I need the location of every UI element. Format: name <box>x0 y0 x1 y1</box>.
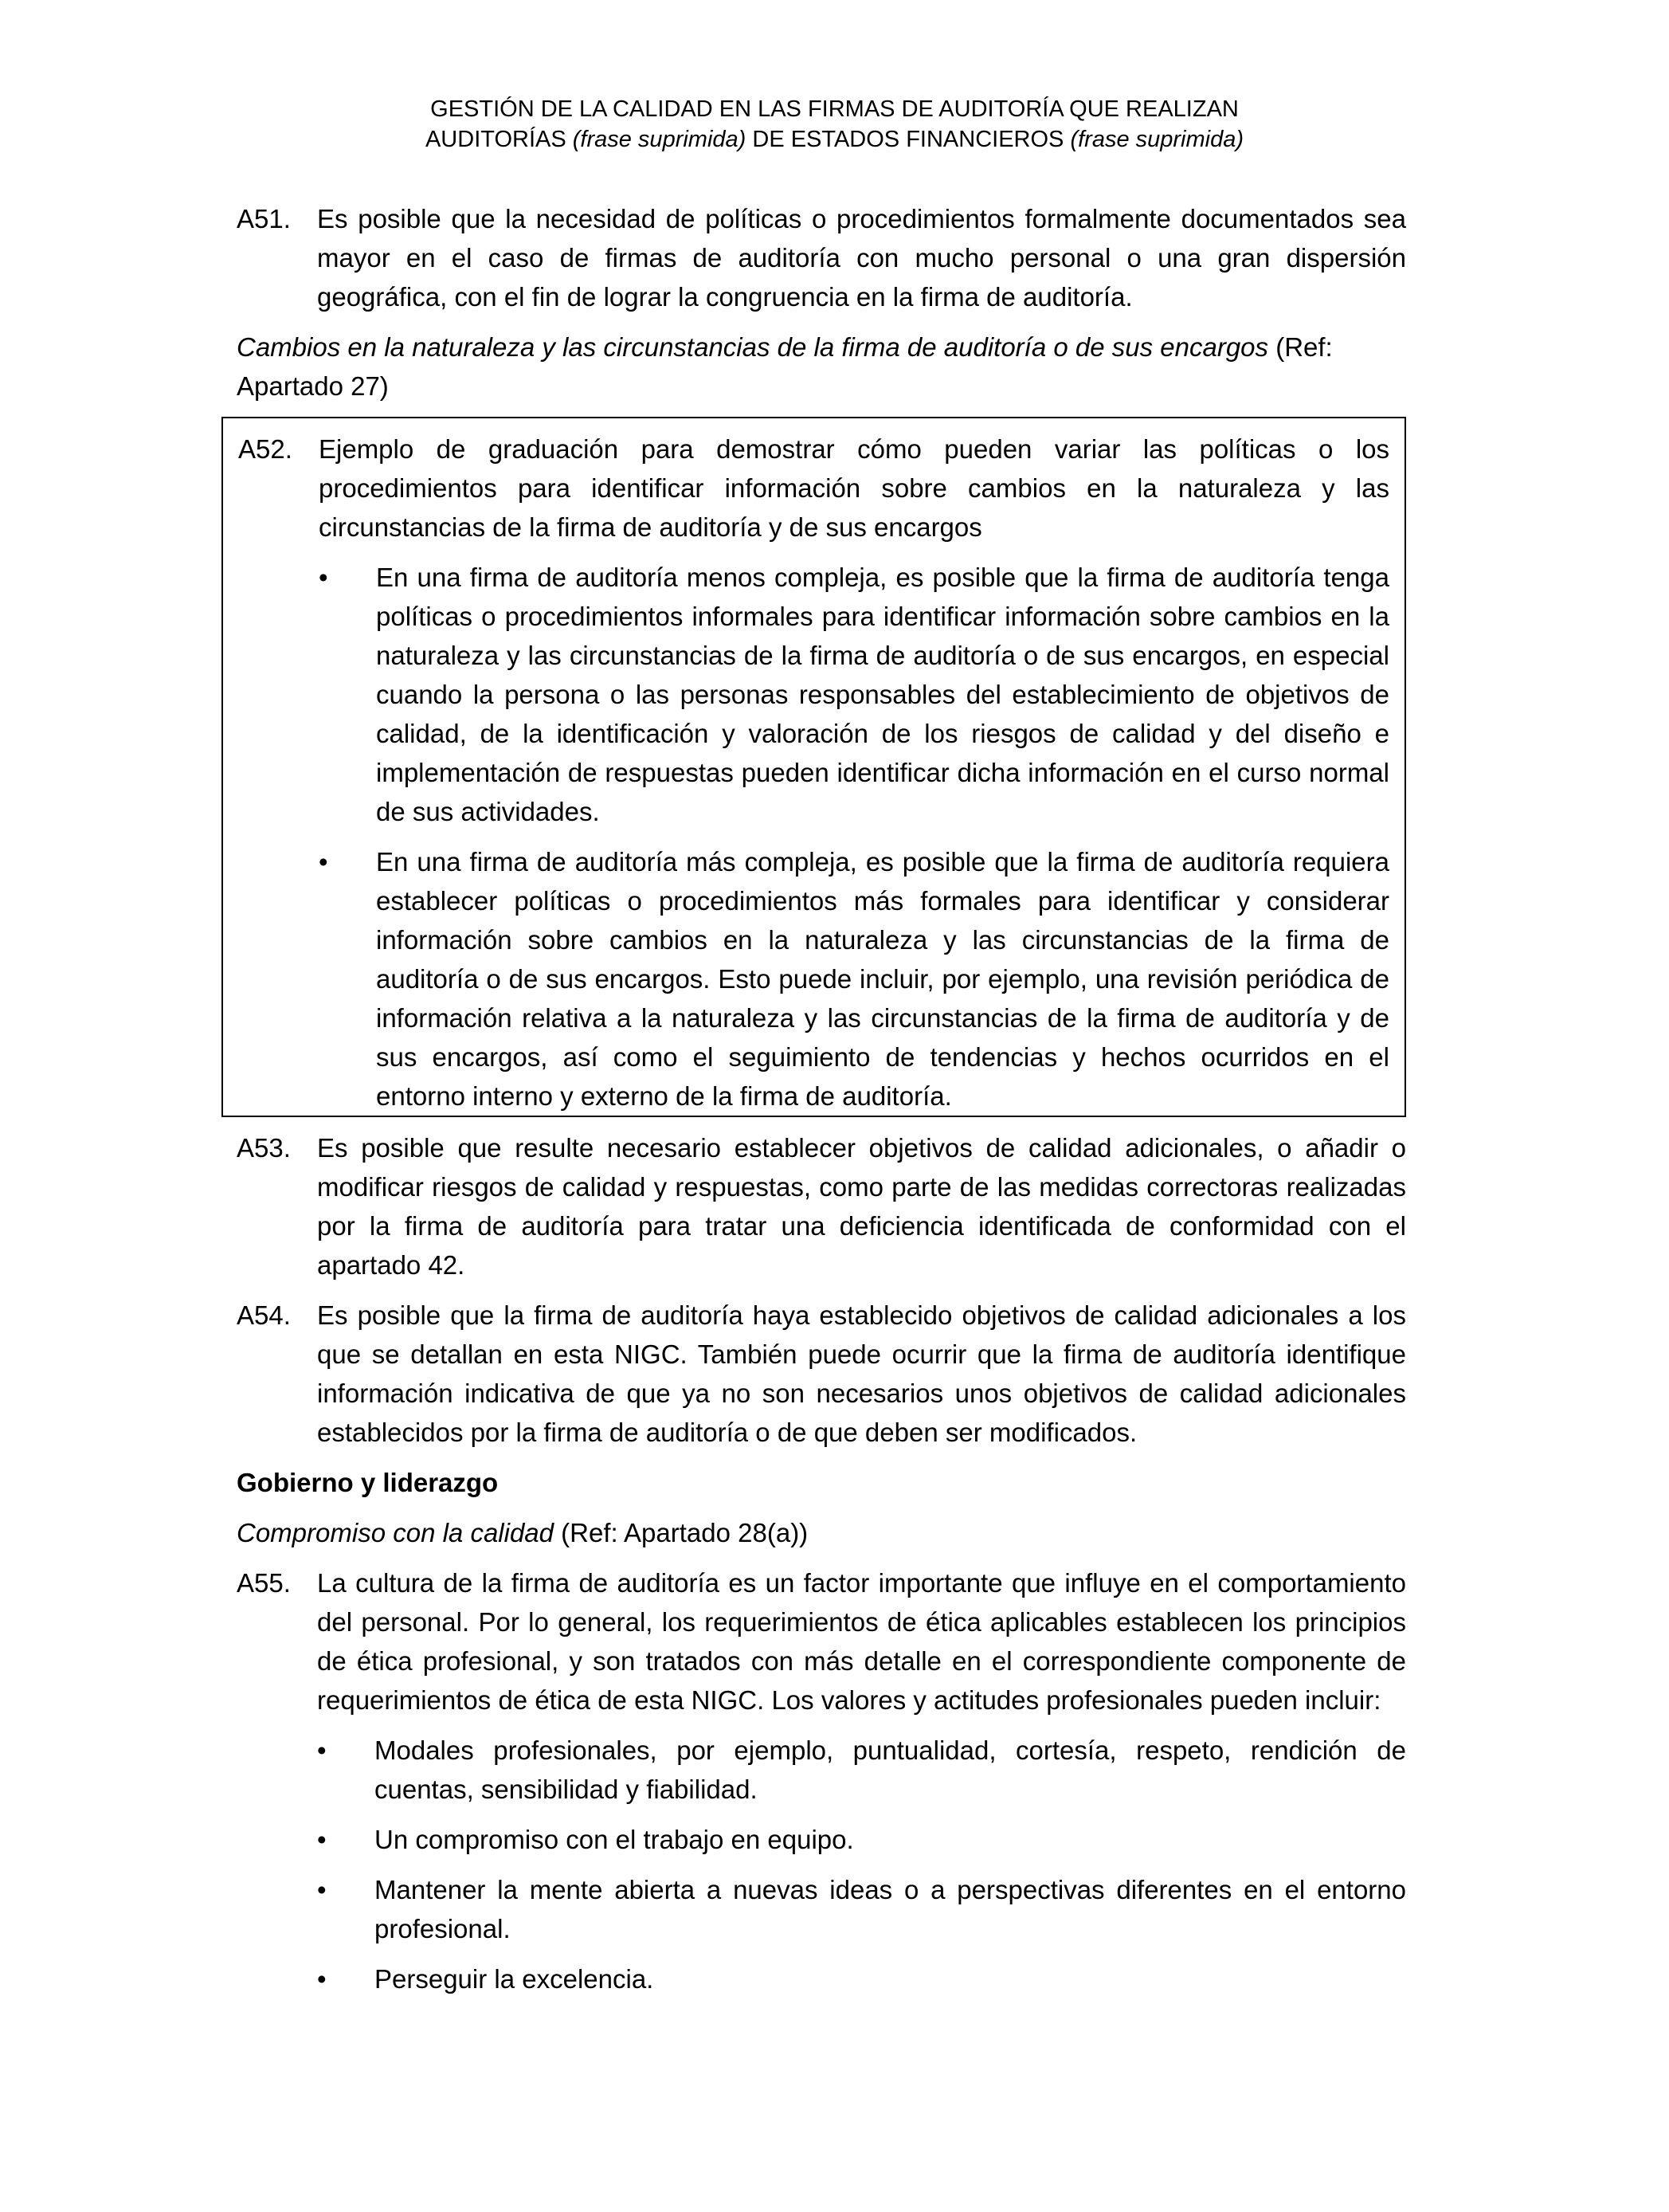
paragraph-text: Es posible que la firma de auditoría haya establecido objetivos de calidad adicionales a los que se detallan en esta NIGC. También puede ocurrir que la firma de auditoría identifique información indicativa de que ya no son necesarios unos objetivos de calidad adicionales establecidos por la firma de auditoría o de que deben ser modificados. <box>317 1300 1406 1447</box>
bullet-icon: • <box>317 1875 327 1904</box>
list-item <box>317 1959 1406 1998</box>
paragraph-text: Es posible que la necesidad de políticas o procedimientos formalmente documentados sea mayor en el caso de firmas de auditoría con mucho personal o una gran dispersión geográfica, con el fin de lograr la congruencia en la firma de auditoría. <box>317 204 1406 312</box>
heading-reference: (Ref: Apartado 28(a)) <box>554 1518 809 1547</box>
list-item-text: Perseguir la excelencia. <box>374 1964 654 1994</box>
document-body <box>237 199 1406 2010</box>
bullet-icon: • <box>317 1825 327 1854</box>
section-heading-cambios <box>237 327 1406 406</box>
header-line-1: GESTIÓN DE LA CALIDAD EN LAS FIRMAS DE AUDITORÍA QUE REALIZAN <box>430 96 1239 122</box>
bullet-icon: • <box>319 563 328 592</box>
bullet-icon: • <box>319 847 328 877</box>
bullet-icon: • <box>317 1964 327 1994</box>
list-item-text: Un compromiso con el trabajo en equipo. <box>374 1825 854 1854</box>
section-heading-gobierno: Gobierno y liderazgo <box>237 1468 499 1497</box>
paragraph-text: Ejemplo de graduación para demostrar cómo pueden variar las políticas o los procedimientos para identificar información sobre cambios en la naturaleza y las circunstancias de la firma de auditoría y de sus encargos <box>319 434 1389 542</box>
list-item <box>317 1820 1406 1859</box>
header-line-2-part-a: AUDITORÍAS <box>425 127 573 152</box>
heading-italic-text: Cambios en la naturaleza y las circunstancias de la firma de auditoría o de sus encargos <box>237 332 1269 362</box>
header-line-2-part-c: DE ESTADOS FINANCIEROS <box>746 127 1071 152</box>
list-item-text: Modales profesionales, por ejemplo, puntualidad, cortesía, respeto, rendición de cuentas, sensibilidad y fiabilidad. <box>374 1735 1406 1804</box>
list-item <box>317 1870 1406 1948</box>
list-item <box>317 1731 1406 1809</box>
list-item-text: En una firma de auditoría más compleja, es posible que la firma de auditoría requiera establecer políticas o procedimientos más formales para identificar y considerar información sobre cambios en la naturaleza y las circunstancias de la firma de auditoría o de sus encargos. Esto puede incluir, por ejemplo, una revisión periódica de información relativa a la naturaleza y las circunstancias de la firma de auditoría y de sus encargos, así como el seguimiento de tendencias y hechos ocurridos en el entorno interno y externo de la firma de auditoría. <box>376 847 1389 1111</box>
paragraph-a51 <box>237 199 1406 316</box>
example-box <box>221 417 1406 1117</box>
paragraph-text: Es posible que resulte necesario establecer objetivos de calidad adicionales, o añadir o modificar riesgos de calidad y respuestas, como parte de las medidas correctoras realizadas por la firma de auditoría para tratar una deficiencia identificada de conformidad con el apartado 42. <box>317 1133 1406 1280</box>
paragraph-number: A52. <box>238 434 292 464</box>
bullet-icon: • <box>317 1735 327 1765</box>
list-item-text: Mantener la mente abierta a nuevas ideas o a perspectivas diferentes en el entorno profesional. <box>374 1875 1406 1943</box>
paragraph-text: La cultura de la firma de auditoría es un factor importante que influye en el comportamiento del personal. Por lo general, los requerimientos de ética aplicables establecen los principios de ética profesional, y son tratados con más detalle en el correspondiente componente de requerimientos de ética de esta NIGC. Los valores y actitudes profesionales pueden incluir: <box>317 1568 1406 1715</box>
heading-reference: (Ref: Apartado 27) <box>237 332 1333 401</box>
header-line-2-part-b: (frase suprimida) <box>572 127 746 152</box>
paragraph-number: A54. <box>237 1300 291 1330</box>
list-item-text: En una firma de auditoría menos compleja, es posible que la firma de auditoría tenga políticas o procedimientos informales para identificar información sobre cambios en la naturaleza y las circunstancias de la firma de auditoría o de sus encargos, en especial cuando la persona o las personas responsables del establecimiento de objetivos de calidad, de la identificación y valoración de los riesgos de calidad y del diseño e implementación de respuestas pueden identificar dicha información en el curso normal de sus actividades. <box>376 563 1389 826</box>
paragraph-a53 <box>237 1128 1406 1284</box>
paragraph-a55 <box>237 1563 1406 1720</box>
list-item <box>319 558 1389 831</box>
paragraph-number: A55. <box>237 1568 291 1598</box>
paragraph-a54 <box>237 1296 1406 1452</box>
page-header <box>0 94 1669 155</box>
header-line-2 <box>0 124 1669 155</box>
heading-italic-text: Compromiso con la calidad <box>237 1518 554 1547</box>
header-line-2-part-d: (frase suprimida) <box>1070 127 1244 152</box>
bullet-list-a55 <box>317 1731 1406 1998</box>
section-heading-compromiso <box>237 1513 1406 1552</box>
paragraph-number: A53. <box>237 1133 291 1163</box>
list-item <box>319 842 1389 1116</box>
paragraph-number: A51. <box>237 204 291 233</box>
paragraph-a52 <box>238 429 1389 547</box>
bullet-list-a52 <box>319 558 1389 1116</box>
